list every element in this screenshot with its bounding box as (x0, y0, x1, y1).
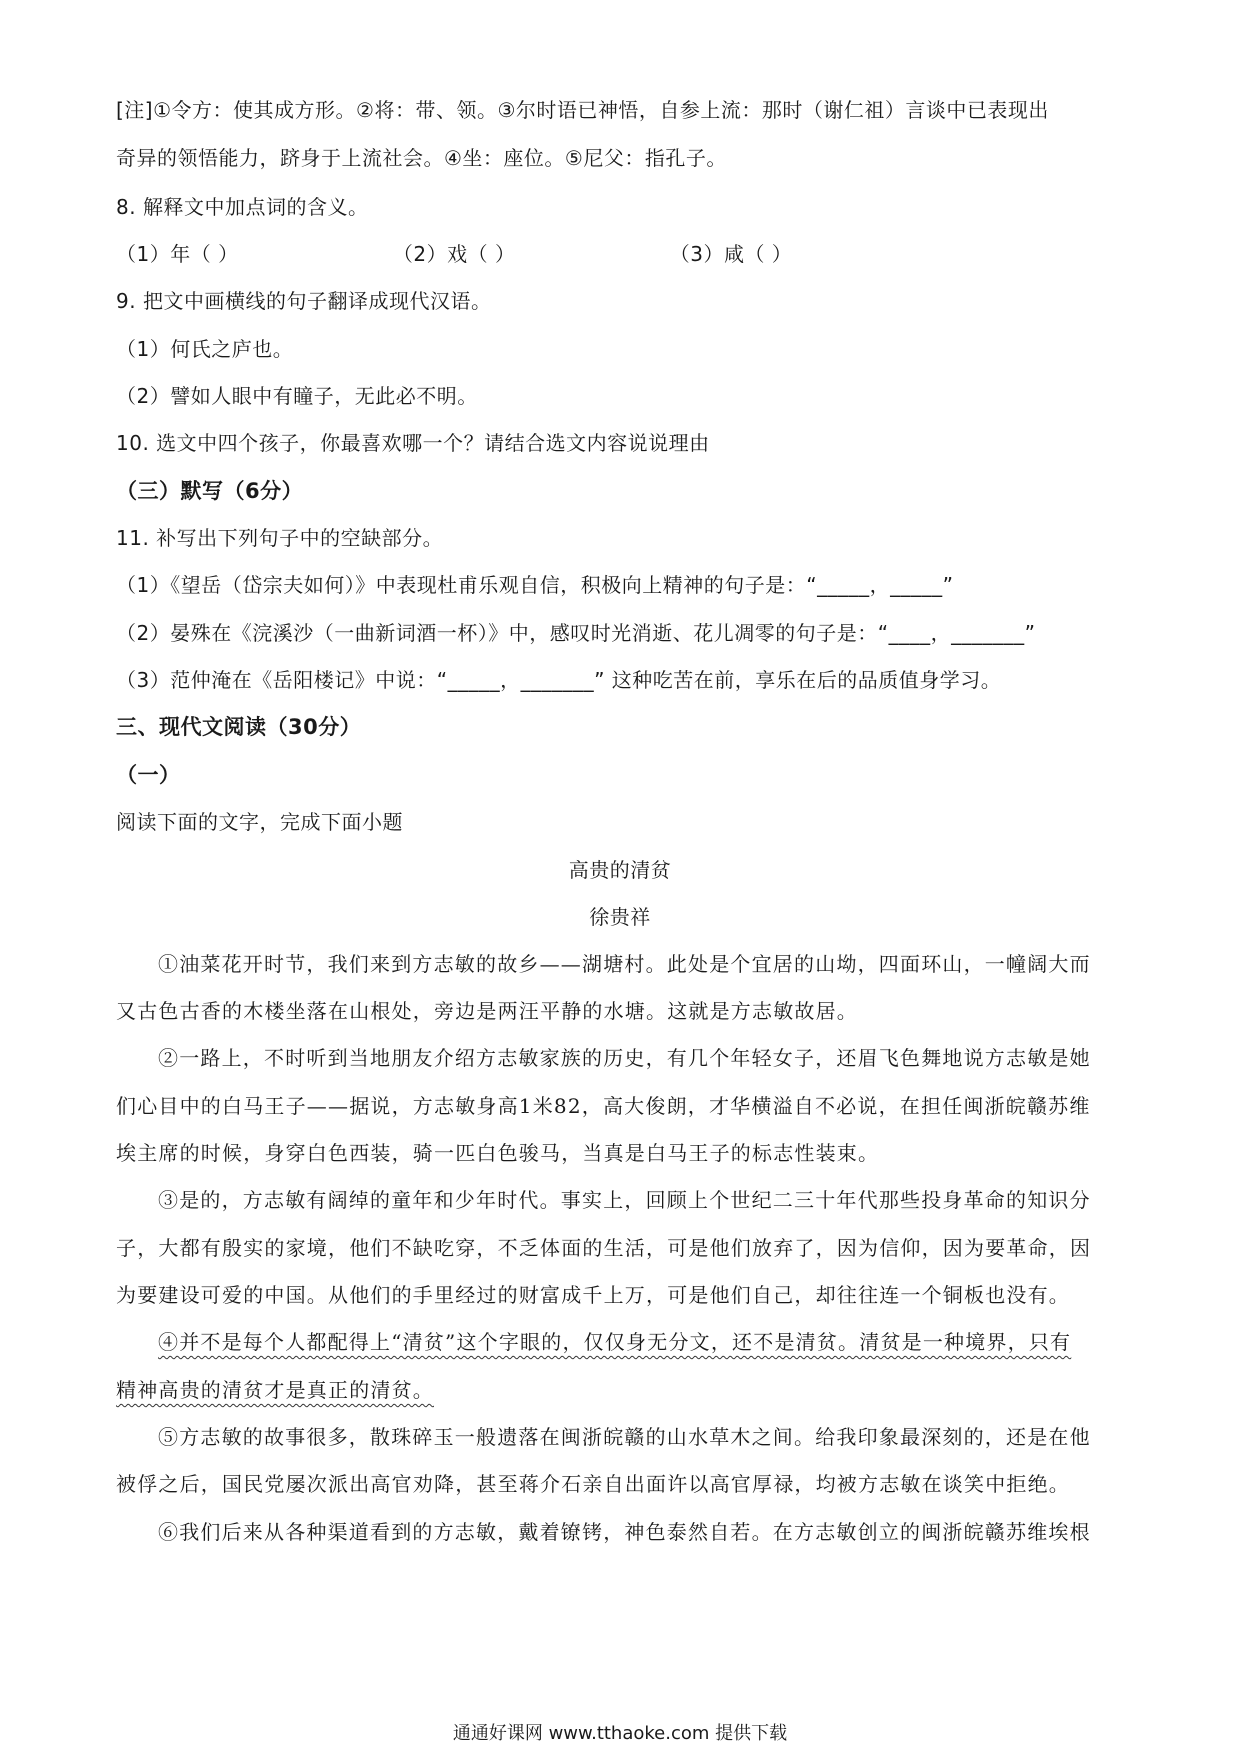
article-line-underlined (116, 1376, 1126, 1404)
q9-item-2: （2）譬如人眼中有瞳子，无此必不明。 (116, 384, 478, 408)
q8-option-3: （3）咸（ ） (669, 242, 793, 266)
q10-stem: 10. 选文中四个孩子，你最喜欢哪一个？请结合选文内容说说理由 (116, 431, 710, 455)
q8-stem: 8. 解释文中加点词的含义。 (116, 195, 369, 219)
article-line: 被俘之后，国民党屡次派出高官劝降，甚至蒋介石亲自出面许以高官厚禄，均被方志敏在谈笑中拒绝。 (116, 1472, 1070, 1496)
article-line: ⑤方志敏的故事很多，散珠碎玉一般遗落在闽浙皖赣的山水草木之间。给我印象最深刻的，还是在他 (158, 1425, 1091, 1449)
wavy-underlined-text: ④并不是每个人都配得上“清贫”这个字眼的，仅仅身无分文，还不是清贫。清贫是一种境界，只有 (158, 1330, 1072, 1354)
article-line: 子，大都有殷实的家境，他们不缺吃穿，不乏体面的生活，可是他们放弃了，因为信仰，因为要革命，因 (116, 1236, 1092, 1260)
note-line-1: [注]①令方：使其成方形。②将：带、领。③尔时语已神悟，自参上流：那时（谢仁祖）言谈中已表现出 (116, 98, 1049, 122)
article-line: 埃主席的时候，身穿白色西装，骑一匹白色骏马，当真是白马王子的标志性装束。 (116, 1141, 880, 1165)
q11-stem: 11. 补写出下列句子中的空缺部分。 (116, 526, 444, 550)
article-line: ③是的，方志敏有阔绰的童年和少年时代。事实上，回顾上个世纪二三十年代那些投身革命的知识分 (158, 1188, 1091, 1212)
wavy-underlined-text: 精神高贵的清贫才是真正的清贫。 (116, 1378, 434, 1402)
reading-instruction: 阅读下面的文字，完成下面小题 (116, 810, 403, 834)
article-line: ⑥我们后来从各种渠道看到的方志敏，戴着镣铐，神色泰然自若。在方志敏创立的闽浙皖赣苏维埃根 (158, 1520, 1091, 1544)
q9-stem: 9. 把文中画横线的句子翻译成现代汉语。 (116, 289, 492, 313)
page-footer: 通通好课网 www.tthaoke.com 提供下载 (452, 1723, 788, 1744)
q11-item-1: （1）《望岳（岱宗夫如何）》中表现杜甫乐观自信，积极向上精神的句子是：“_____，_____” (116, 573, 954, 597)
section-dictation-title: （三）默写（6分） (116, 479, 304, 503)
section-modern-sub: （一） (116, 763, 181, 787)
article-title: 高贵的清贫 (568, 858, 672, 882)
article-line: 为要建设可爱的中国。从他们的手里经过的财富成千上万，可是他们自己，却往往连一个铜板也没有。 (116, 1283, 1070, 1307)
q9-item-1: （1）何氏之庐也。 (116, 337, 294, 361)
q11-item-2: （2）晏殊在《浣溪沙（一曲新词酒一杯）》中，感叹时光消逝、花儿凋零的句子是：“____，_______” (116, 621, 1036, 645)
article-line: ②一路上，不时听到当地朋友介绍方志敏家族的历史，有几个年轻女子，还眉飞色舞地说方志敏是她 (158, 1046, 1091, 1070)
section-modern-title: 三、现代文阅读（30分） (116, 715, 362, 739)
q8-option-1: （1）年（ ） (116, 242, 239, 266)
article-line: 又古色古香的木楼坐落在山根处，旁边是两汪平静的水塘。这就是方志敏故居。 (116, 999, 858, 1023)
q11-item-3: （3）范仲淹在《岳阳楼记》中说：“_____，_______” 这种吃苦在前，享乐在后的品质值身学习。 (116, 668, 1002, 692)
note-line-2: 奇异的领悟能力，跻身于上流社会。④坐：座位。⑤尼父：指孔子。 (116, 146, 727, 170)
article-line: ①油菜花开时节，我们来到方志敏的故乡——湖塘村。此处是个宜居的山坳，四面环山，一幢阔大而 (158, 952, 1091, 976)
q8-option-2: （2）戏（ ） (392, 242, 516, 266)
q8-options (116, 240, 1126, 268)
article-line-underlined (158, 1328, 1126, 1356)
article-line: 们心目中的白马王子——据说，方志敏身高1米82，高大俊朗，才华横溢自不必说，在担任闽浙皖赣苏维 (116, 1094, 1091, 1118)
article-author: 徐贵祥 (589, 905, 651, 929)
